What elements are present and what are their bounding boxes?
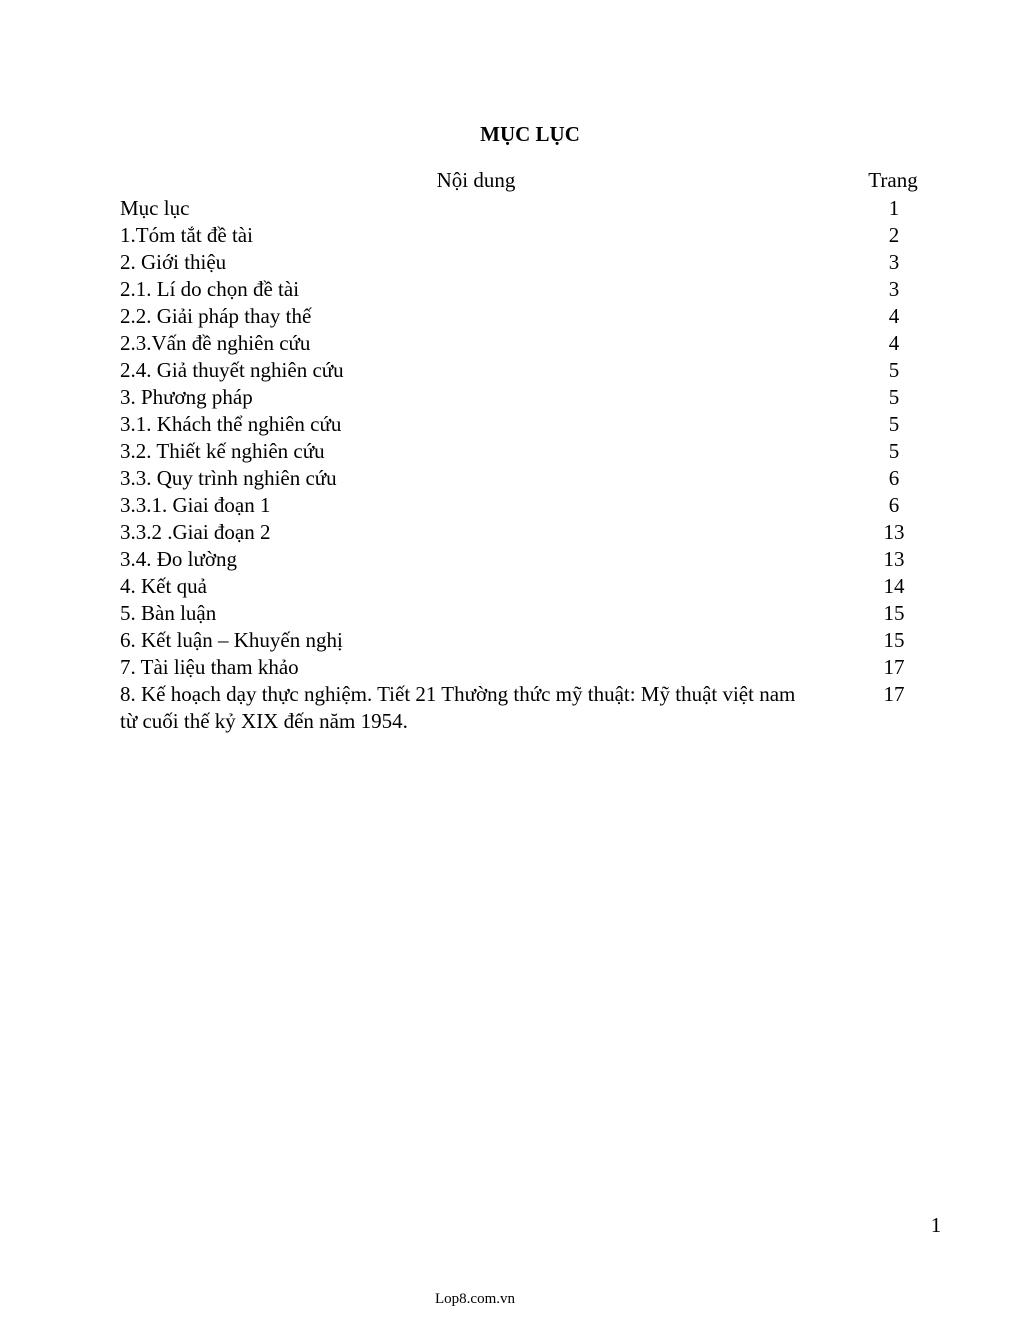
toc-entry [120,438,930,465]
toc-entry [120,303,930,330]
toc-entry-page: 6 [888,493,900,517]
page-title: MỤC LỤC [480,122,580,146]
toc-entry-page: 17 [883,655,905,679]
toc-entry [120,384,930,411]
toc-header-content: Nội dung [436,168,516,192]
toc-entry-text: 3.4. Đo lường [120,547,237,571]
toc-entry-page: 15 [883,601,905,625]
toc-header-page: Trang [868,168,918,192]
toc-entry-text: 2.1. Lí do chọn đề tài [120,277,300,301]
toc-entry-page: 1 [888,196,900,220]
toc-entry-text: 3.3.1. Giai đoạn 1 [120,493,271,517]
toc-entry-text: 2.3.Vấn đề nghiên cứu [120,331,311,355]
toc-entry-text: 3.3. Quy trình nghiên cứu [120,466,337,490]
toc-entry-text: 7. Tài liệu tham khảo [120,655,299,679]
toc-entry-text: 8. Kế hoạch dạy thực nghiệm. Tiết 21 Thường thức mỹ thuật: Mỹ thuật việt nam từ cuối thế kỷ XIX đến năm 1954. [120,682,796,733]
toc-entry-page: 5 [888,358,900,382]
toc-entry [120,195,930,222]
toc-entry-text: 3.3.2 .Giai đoạn 2 [120,520,271,544]
toc-entry-page: 4 [888,304,900,328]
toc-list [120,195,930,735]
toc-entry [120,465,930,492]
toc-entry [120,600,930,627]
toc-entry [120,249,930,276]
toc-entry [120,411,930,438]
toc-entry-text: 3.1. Khách thể nghiên cứu [120,412,342,436]
toc-entry-page: 14 [883,574,905,598]
toc-entry-text: Mục lục [120,196,190,220]
toc-entry-page: 15 [883,628,905,652]
toc-entry-page: 13 [883,547,905,571]
toc-entry-page: 5 [888,439,900,463]
toc-entry-text: 2.4. Giả thuyết nghiên cứu [120,358,344,382]
toc-entry-page: 13 [883,520,905,544]
page-number: 1 [930,1213,942,1237]
toc-entry [120,330,930,357]
toc-entry [120,573,930,600]
toc-entry-page: 6 [888,466,900,490]
toc-entry-page: 4 [888,331,900,355]
toc-entry-page: 17 [883,682,905,706]
toc-entry-text: 3.2. Thiết kế nghiên cứu [120,439,325,463]
toc-entry [120,357,930,384]
toc-entry-text: 2.2. Giải pháp thay thế [120,304,312,328]
toc-entry [120,681,930,735]
toc-entry-text: 3. Phương pháp [120,385,253,409]
toc-entry [120,492,930,519]
toc-entry [120,519,930,546]
toc-entry [120,276,930,303]
toc-entry [120,627,930,654]
toc-entry-text: 5. Bàn luận [120,601,217,625]
toc-entry-page: 3 [888,277,900,301]
toc-entry-text: 4. Kết quả [120,574,207,598]
toc-entry-text: 2. Giới thiệu [120,250,227,274]
toc-entry-page: 5 [888,412,900,436]
toc-entry [120,222,930,249]
toc-header [120,168,930,196]
toc-entry-text: 6. Kết luận – Khuyến nghị [120,628,343,652]
toc-entry-page: 2 [888,223,900,247]
footer-site: Lop8.com.vn [435,1291,515,1307]
toc-entry-text: 1.Tóm tắt đề tài [120,223,253,247]
toc-entry-page: 3 [888,250,900,274]
toc-entry-page: 5 [888,385,900,409]
toc-entry [120,546,930,573]
toc-entry [120,654,930,681]
